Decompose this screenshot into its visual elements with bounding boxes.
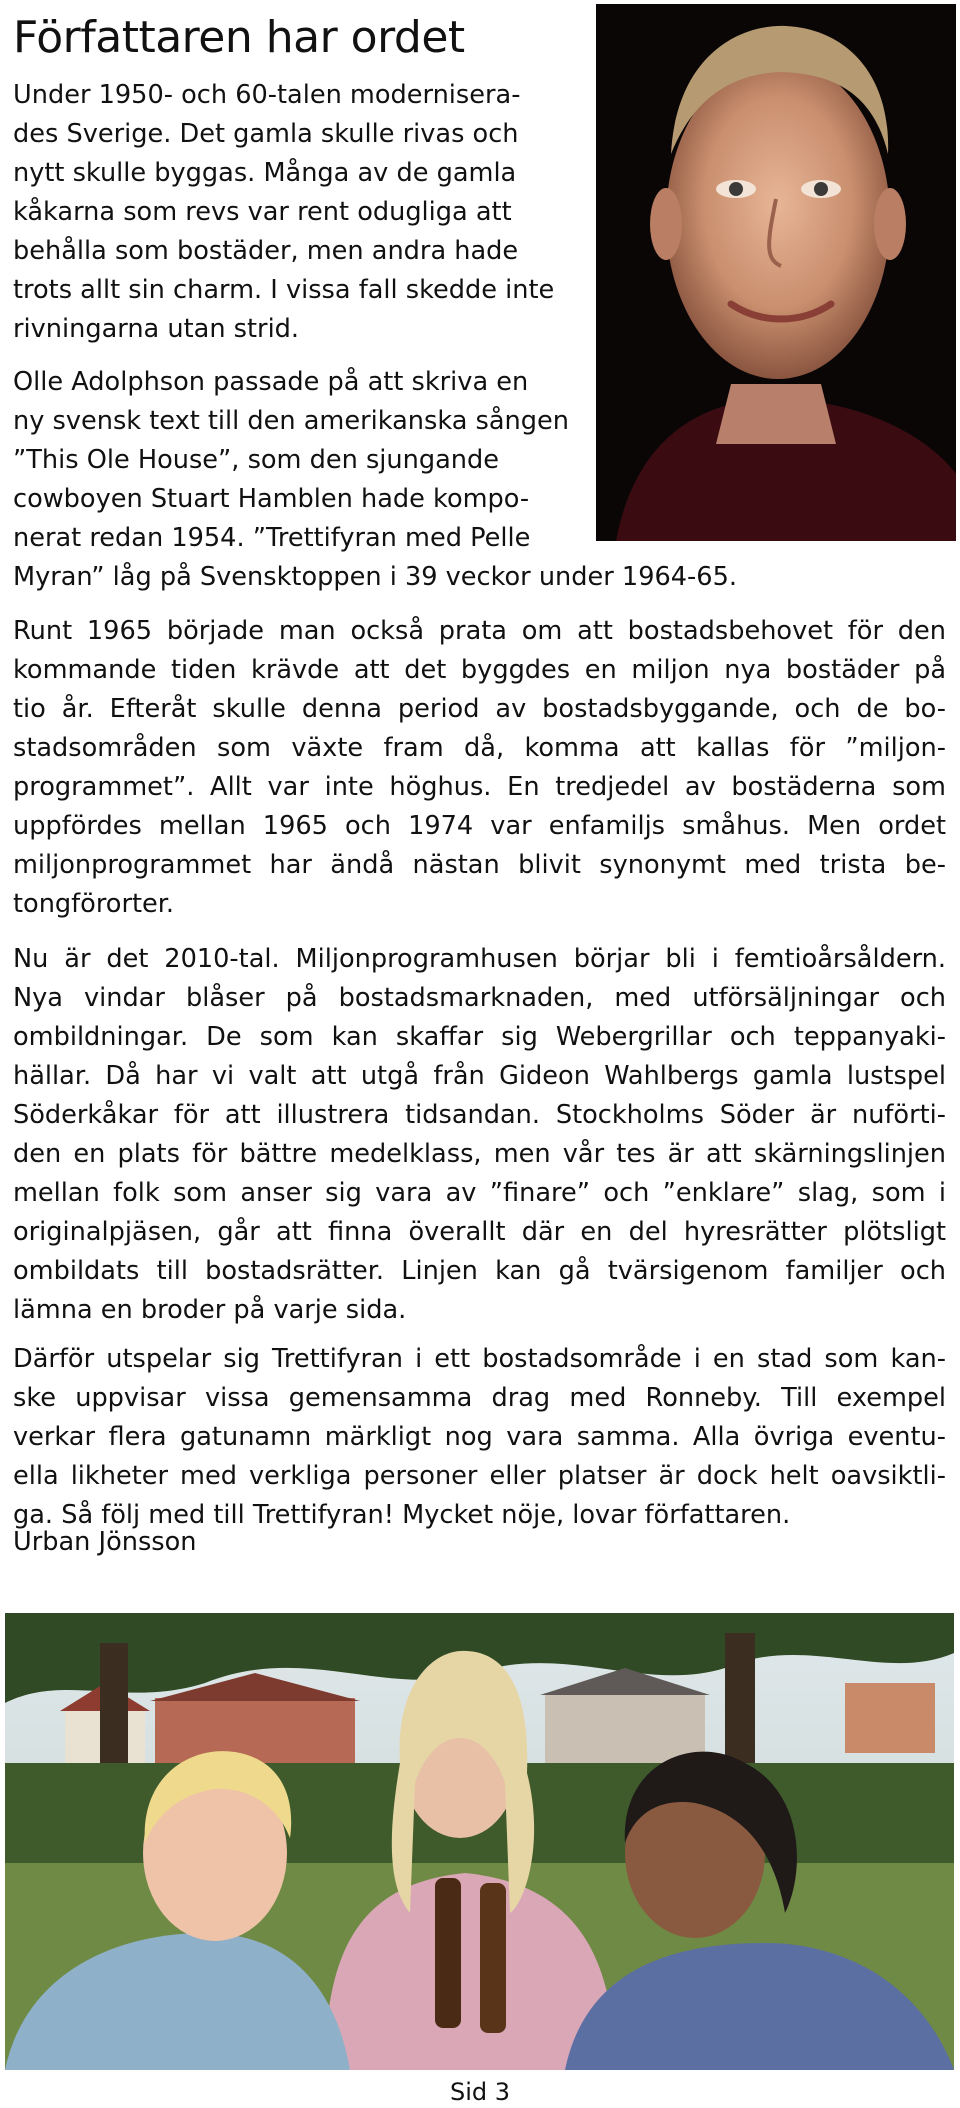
text-line: Myran” låg på Svensktoppen i 39 veckor under 1964-65.: [13, 562, 737, 592]
text-line: ”This Ole House”, som den sjungande: [13, 445, 500, 475]
page-number: Sid 3: [449, 2078, 511, 2106]
text-line: kåkarna som revs var rent odugliga att: [13, 197, 512, 227]
cast-photo: [5, 1613, 954, 2070]
text-line: Därför utspelar sig Trettifyran i ett bostadsområde i en stad som kan-: [13, 1344, 946, 1374]
text-line: nytt skulle byggas. Många av de gamla: [13, 158, 517, 188]
text-line: tio år. Efteråt skulle denna period av bostadsbyggande, och de bo-: [13, 694, 946, 724]
text-line: Söderkåkar för att illustrera tidsandan. Stockholms Söder är nuförti-: [13, 1100, 946, 1130]
text-line: programmet”. Allt var inte höghus. En tredjedel av bostäderna som: [13, 772, 946, 802]
text-line: ga. Så följ med till Trettifyran! Mycket nöje, lovar författaren.: [13, 1500, 791, 1530]
text-line: kommande tiden krävde att det byggdes en miljon nya bostäder på: [13, 655, 946, 685]
text-line: Olle Adolphson passade på att skriva en: [13, 367, 529, 397]
text-line: behålla som bostäder, men andra hade: [13, 236, 519, 266]
text-line: des Sverige. Det gamla skulle rivas och: [13, 119, 519, 149]
intro-paragraph: [13, 76, 554, 349]
text-line: originalpjäsen, går att finna överallt där en del hyresrätter plötsligt: [13, 1217, 946, 1247]
text-line: Nya vindar blåser på bostadsmarknaden, med utförsäljningar och: [13, 983, 946, 1013]
text-line: nerat redan 1954. ”Trettifyran med Pelle: [13, 523, 531, 553]
text-line: hällar. Då har vi valt att utgå från Gideon Wahlbergs gamla lustspel: [13, 1061, 946, 1091]
text-line: mellan folk som anser sig vara av ”finare” och ”enklare” slag, som i: [13, 1178, 946, 1208]
text-line: miljonprogrammet har ändå nästan blivit synonymt med trista be-: [13, 850, 946, 880]
text-line: ella likheter med verkliga personer eller platser är dock helt oavsiktli-: [13, 1461, 946, 1491]
miljonprogram-paragraph: [13, 612, 946, 924]
text-line: cowboyen Stuart Hamblen hade kompo-: [13, 484, 530, 514]
text-line: lämna en broder på varje sida.: [13, 1295, 407, 1325]
tidsanda-paragraph: [13, 940, 946, 1330]
trettifyran-paragraph: [13, 1340, 946, 1535]
text-line: stadsområden som växte fram då, komma att kallas för ”miljon-: [13, 733, 946, 763]
text-line: Nu är det 2010-tal. Miljonprogramhusen börjar bli i femtioårsåldern.: [13, 944, 946, 974]
adolphson-paragraph: [13, 363, 737, 597]
text-line: den en plats för bättre medelklass, men vår tes är att skärningslinjen: [13, 1139, 946, 1169]
author-signature: Urban Jönsson: [13, 1527, 197, 1557]
text-line: tongförorter.: [13, 889, 175, 919]
text-line: Runt 1965 började man också prata om att bostadsbehovet för den: [13, 616, 946, 646]
text-line: ny svensk text till den amerikanska sången: [13, 406, 569, 436]
text-line: rivningarna utan strid.: [13, 314, 300, 344]
text-line: Under 1950- och 60-talen modernisera-: [13, 80, 521, 110]
text-line: verkar flera gatunamn märkligt nog vara samma. Alla övriga eventu-: [13, 1422, 946, 1452]
page-title: Författaren har ordet: [13, 12, 465, 63]
text-line: ombildats till bostadsrätter. Linjen kan gå tvärsigenom familjer och: [13, 1256, 946, 1286]
text-line: ske uppvisar vissa gemensamma drag med Ronneby. Till exempel: [13, 1383, 946, 1413]
text-line: trots allt sin charm. I vissa fall skedde inte: [13, 275, 555, 305]
text-line: uppfördes mellan 1965 och 1974 var enfamiljs småhus. Men ordet: [13, 811, 946, 841]
text-line: ombildningar. De som kan skaffar sig Webergrillar och teppanyaki-: [13, 1022, 946, 1052]
